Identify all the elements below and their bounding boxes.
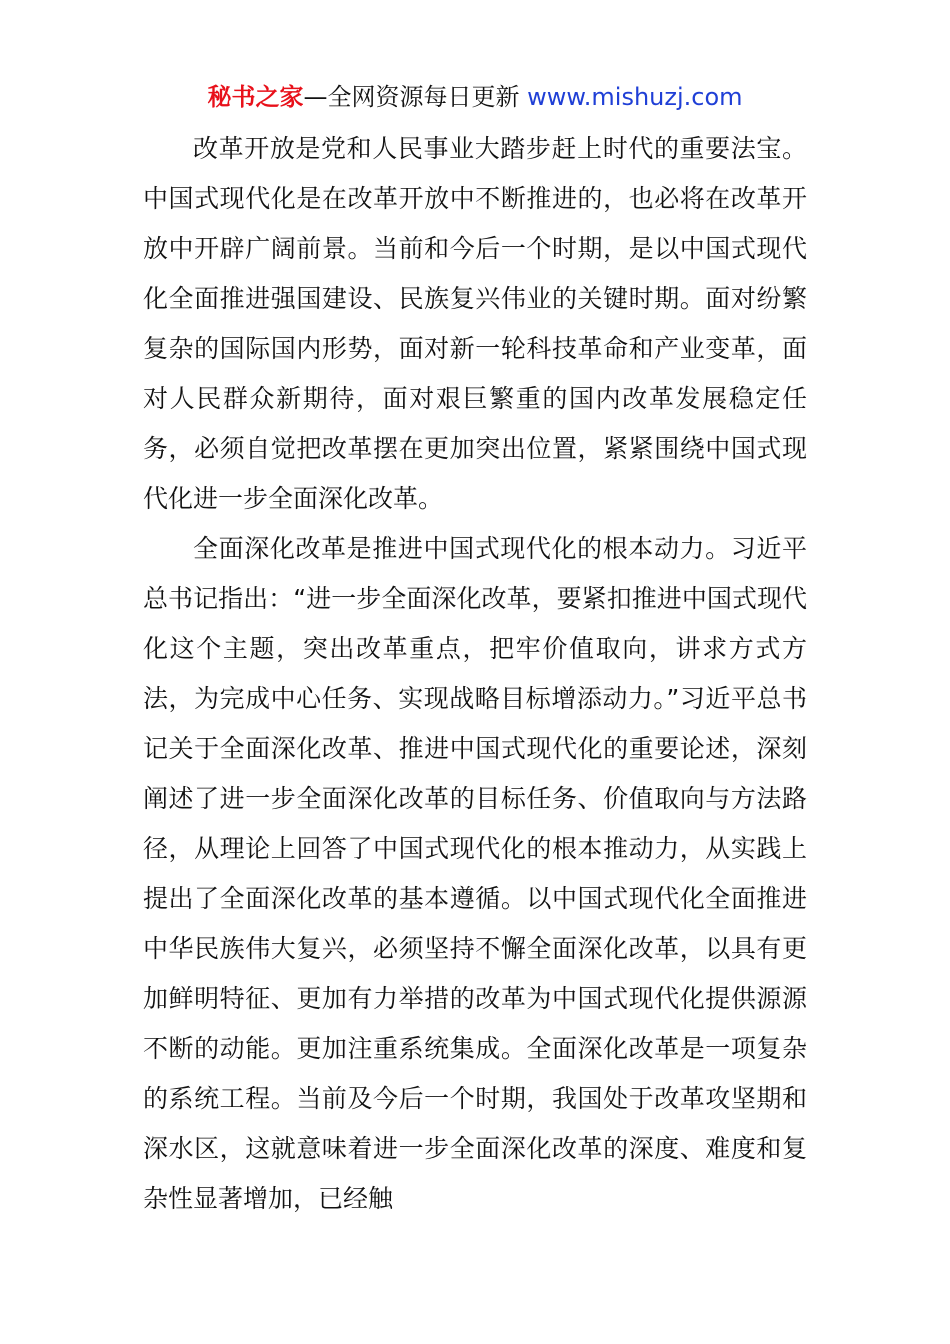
brand-name[interactable]: 秘书之家: [207, 83, 304, 111]
document-body: [143, 124, 807, 1224]
site-header: [0, 80, 950, 114]
header-tagline: —全网资源每日更新: [303, 83, 520, 111]
paragraph-1: 改革开放是党和人民事业大踏步赶上时代的重要法宝。中国式现代化是在改革开放中不断推进的，也必将在改革开放中开辟广阔前景。当前和今后一个时期，是以中国式现代化全面推进强国建设、民族复兴伟业的关键时期。面对纷繁复杂的国际国内形势，面对新一轮科技革命和产业变革，面对人民群众新期待，面对艰巨繁重的国内改革发展稳定任务，必须自觉把改革摆在更加突出位置，紧紧围绕中国式现代化进一步全面深化改革。: [143, 134, 807, 513]
paragraph-2: 全面深化改革是推进中国式现代化的根本动力。习近平总书记指出：“进一步全面深化改革，要紧扣推进中国式现代化这个主题，突出改革重点，把牢价值取向，讲求方式方法，为完成中心任务、实现战略目标增添动力。”习近平总书记关于全面深化改革、推进中国式现代化的重要论述，深刻阐述了进一步全面深化改革的目标任务、价值取向与方法路径，从理论上回答了中国式现代化的根本推动力，从实践上提出了全面深化改革的基本遵循。以中国式现代化全面推进中华民族伟大复兴，必须坚持不懈全面深化改革，以具有更加鲜明特征、更加有力举措的改革为中国式现代化提供源源不断的动能。更加注重系统集成。全面深化改革是一项复杂的系统工程。当前及今后一个时期，我国处于改革攻坚期和深水区，这就意味着进一步全面深化改革的深度、难度和复杂性显著增加，已经触: [143, 534, 807, 1213]
site-url-link[interactable]: www.mishuzj.com: [527, 83, 743, 111]
